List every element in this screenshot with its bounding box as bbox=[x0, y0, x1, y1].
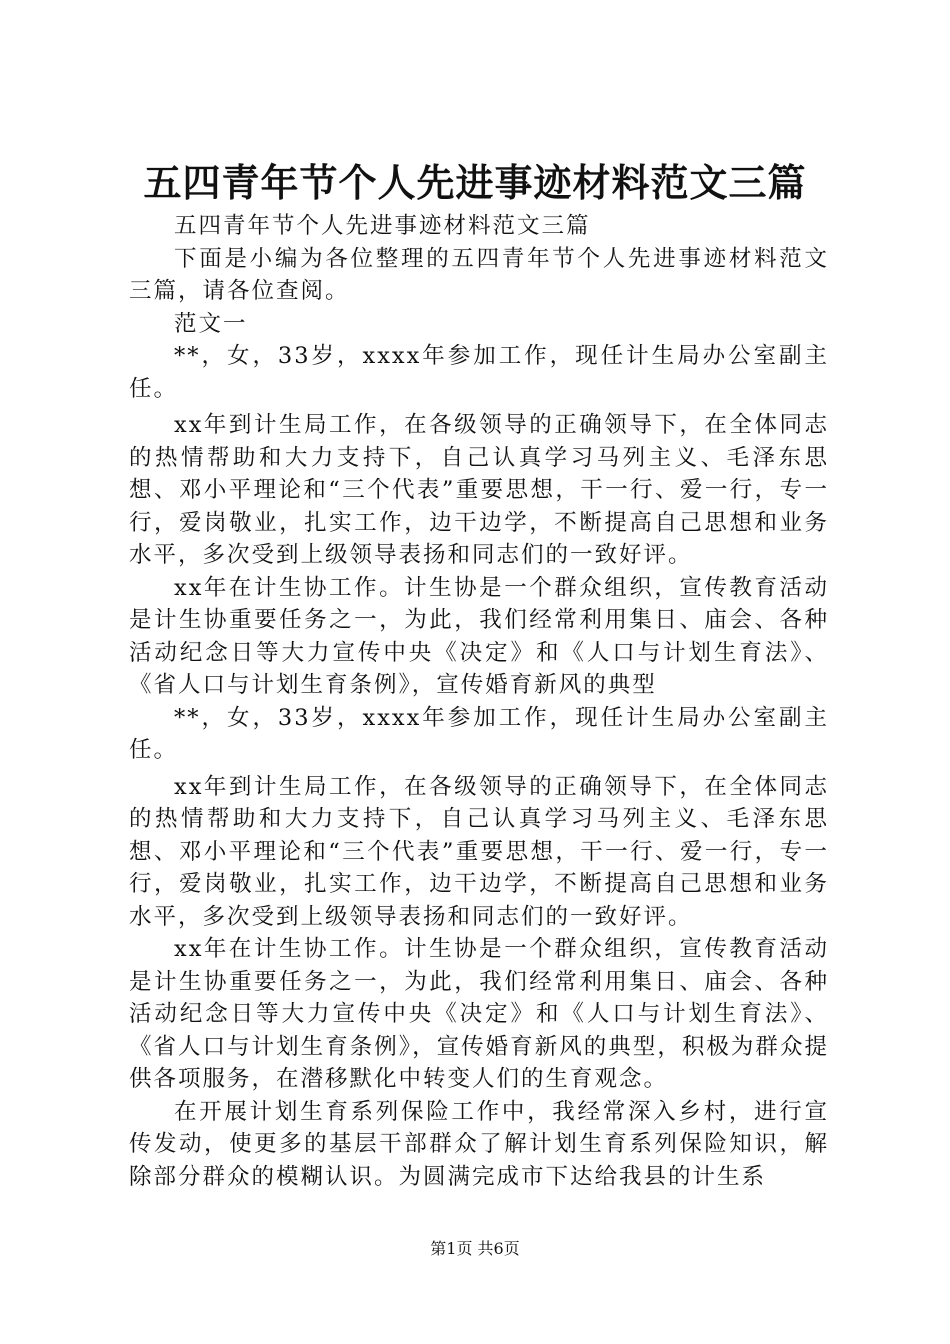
paragraph-section-heading: 范文一 bbox=[174, 310, 248, 337]
paragraph: 在开展计划生育系列保险工作中，我经常深入乡村，进行宣传发动，使更多的基层干部群众了解计划生育系列保险知识，解除部分群众的模糊认识。为圆满完成市下达给我县的计生系 bbox=[129, 1098, 829, 1190]
document-title: 五四青年节个人先进事迹材料范文三篇 bbox=[143, 160, 807, 205]
paragraph: **，女，33岁，xxxx年参加工作，现任计生局办公室副主任。 bbox=[129, 704, 829, 763]
paragraph: xx年在计生协工作。计生协是一个群众组织，宣传教育活动是计生协重要任务之一，为此，我们经常利用集日、庙会、各种活动纪念日等大力宣传中央《决定》和《人口与计划生育法》、《省人口与计划生育条例》，宣传婚育新风的典型，积极为群众提供各项服务，在潜移默化中转变人们的生育观念。 bbox=[129, 936, 829, 1092]
paragraph: xx年到计生局工作，在各级领导的正确领导下，在全体同志的热情帮助和大力支持下，自己认真学习马列主义、毛泽东思想、邓小平理论和“三个代表”重要思想，干一行、爱一行，专一行，爱岗敬业，扎实工作，边干边学，不断提高自己思想和业务水平，多次受到上级领导表扬和同志们的一致好评。 bbox=[129, 412, 829, 568]
page-footer: 第1页 共6页 bbox=[430, 1239, 520, 1258]
paragraph: **，女，33岁，xxxx年参加工作，现任计生局办公室副主任。 bbox=[129, 343, 829, 402]
document-body bbox=[129, 210, 829, 1193]
paragraph: xx年在计生协工作。计生协是一个群众组织，宣传教育活动是计生协重要任务之一，为此，我们经常利用集日、庙会、各种活动纪念日等大力宣传中央《决定》和《人口与计划生育法》、《省人口与计划生育条例》，宣传婚育新风的典型 bbox=[129, 574, 829, 698]
paragraph-subtitle: 五四青年节个人先进事迹材料范文三篇 bbox=[174, 213, 591, 239]
paragraph-intro: 下面是小编为各位整理的五四青年节个人先进事迹材料范文三篇，请各位查阅。 bbox=[129, 245, 829, 304]
paragraph: xx年到计生局工作，在各级领导的正确领导下，在全体同志的热情帮助和大力支持下，自己认真学习马列主义、毛泽东思想、邓小平理论和“三个代表”重要思想，干一行、爱一行，专一行，爱岗敬业，扎实工作，边干边学，不断提高自己思想和业务水平，多次受到上级领导表扬和同志们的一致好评。 bbox=[129, 773, 829, 930]
